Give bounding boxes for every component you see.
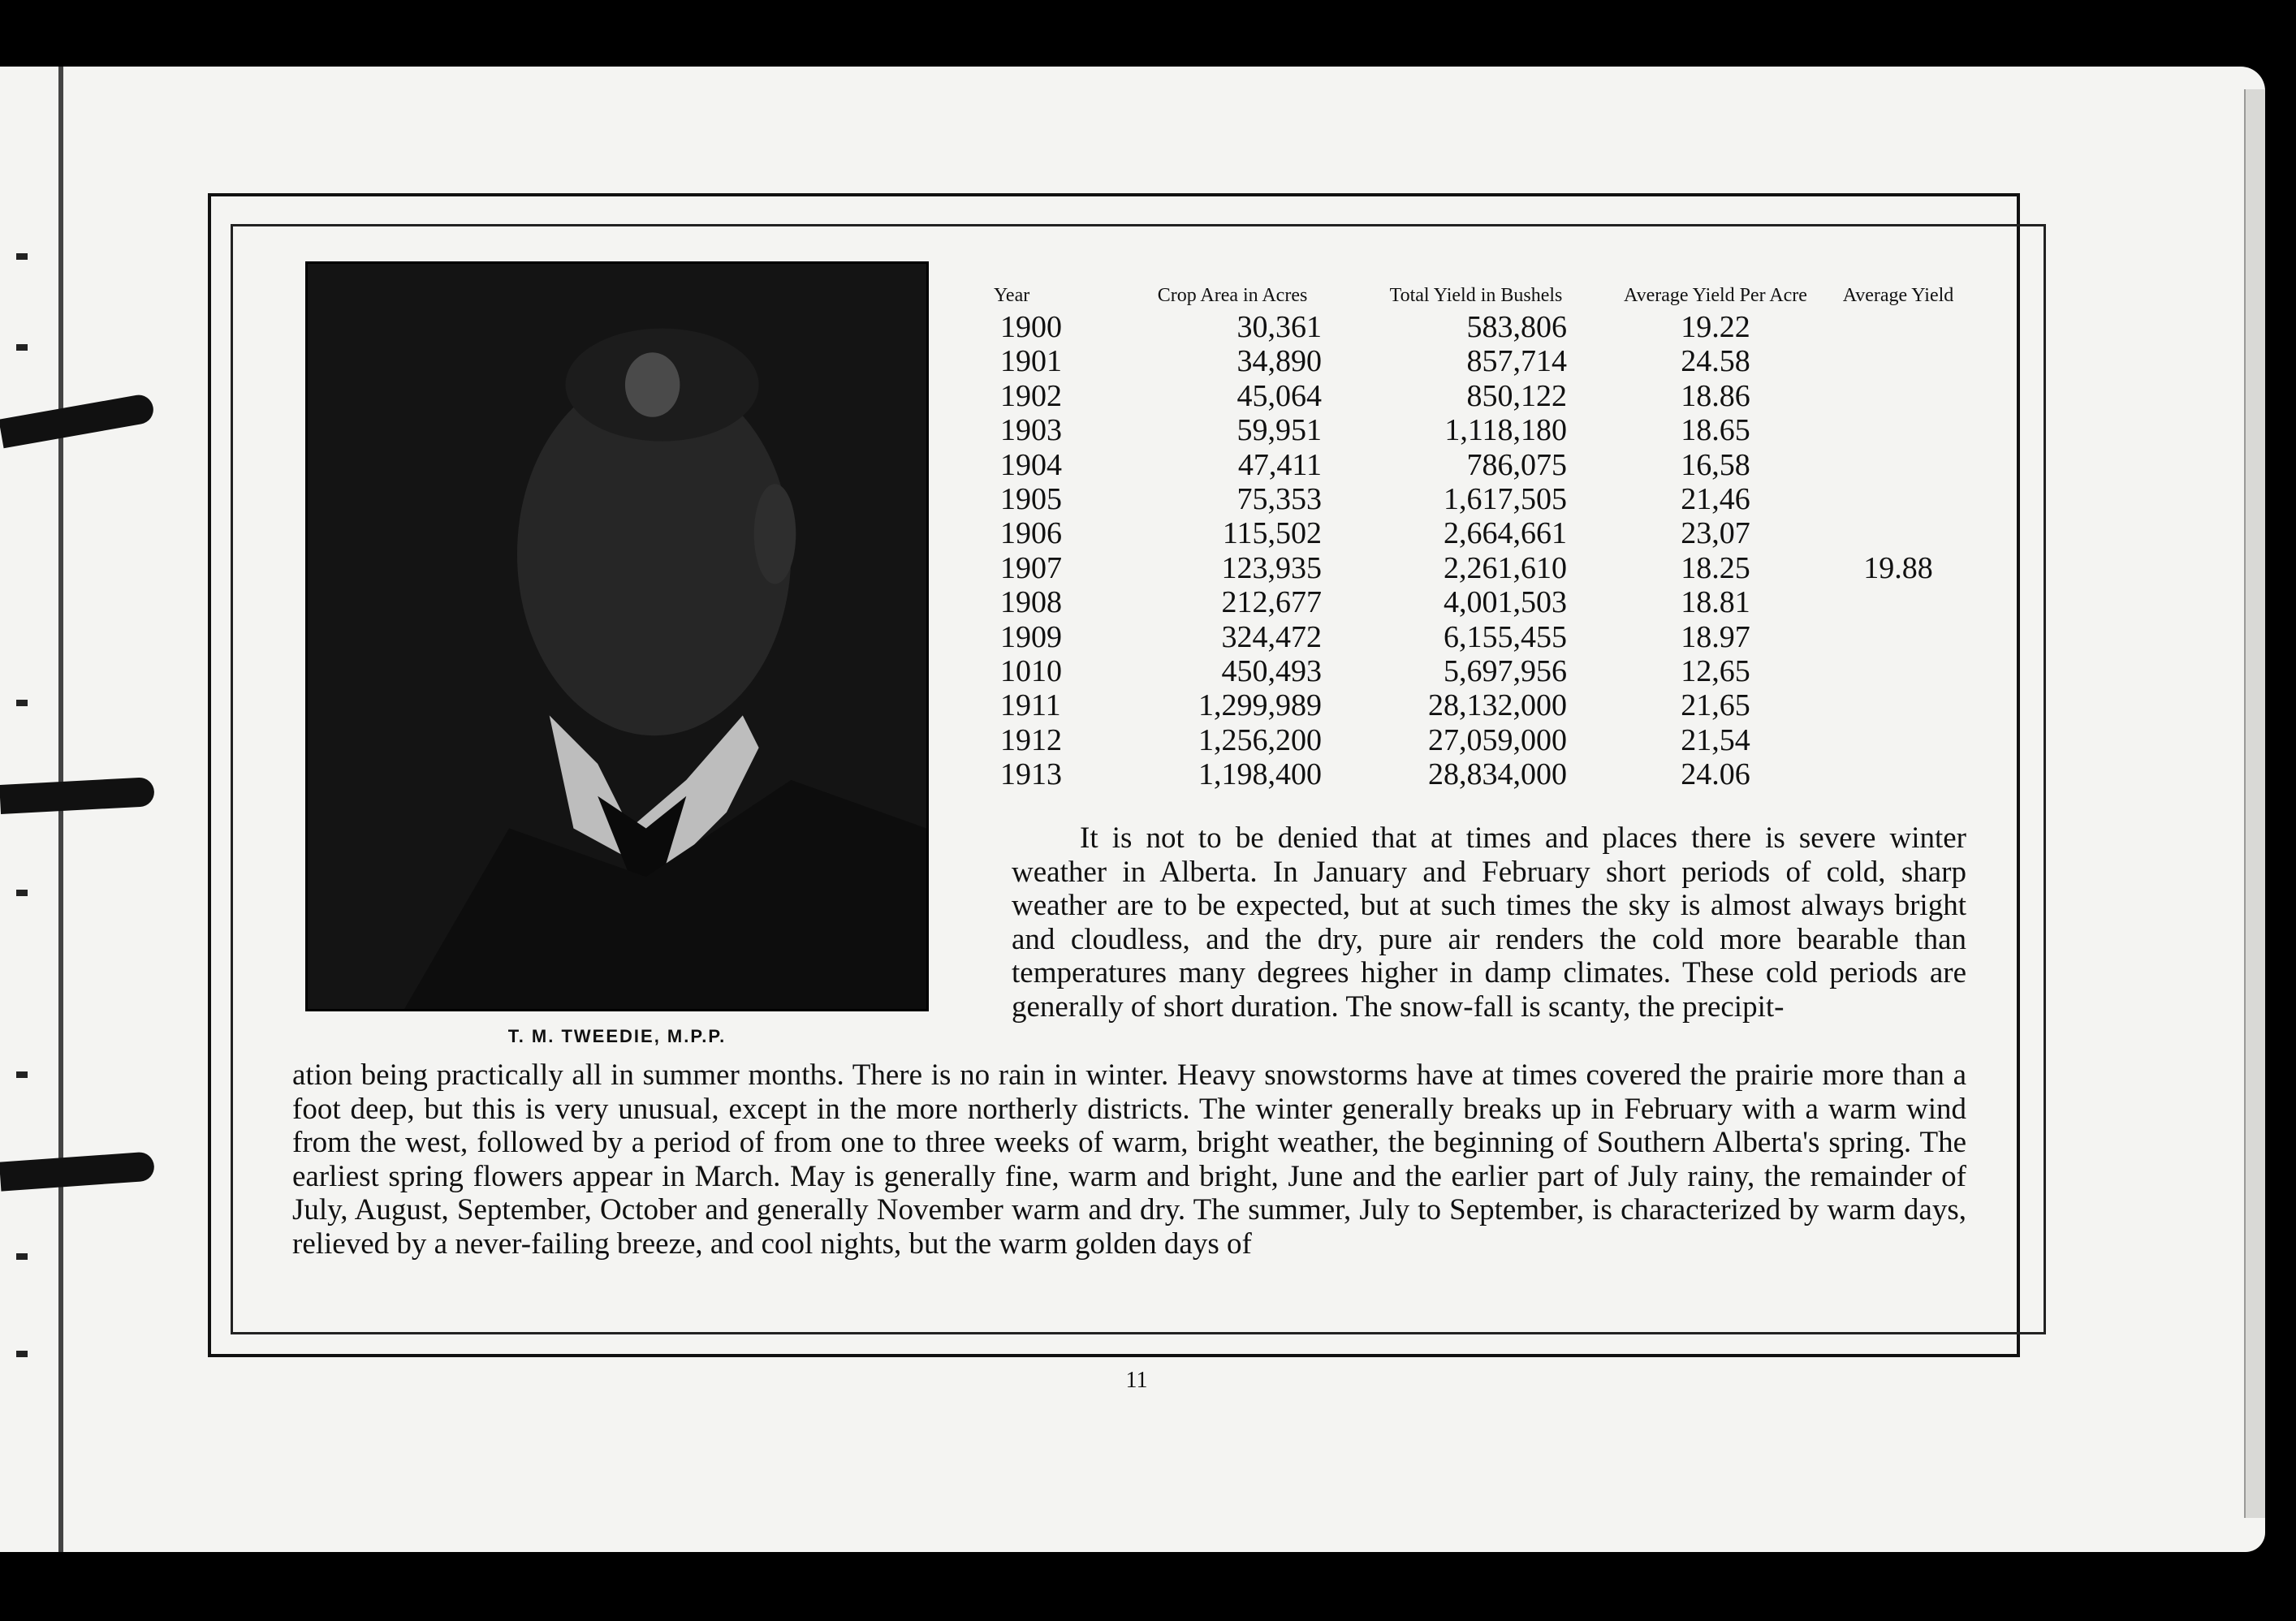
cell-average-yield	[1817, 757, 1979, 791]
cell-average-per-acre: 18.65	[1681, 413, 1750, 448]
table-row	[981, 482, 1979, 516]
cell-average-per-acre: 18.97	[1681, 619, 1750, 654]
cell-year: 1010	[1000, 654, 1062, 689]
table-row	[981, 688, 1979, 722]
cell-total-yield: 1,617,505	[1444, 482, 1567, 517]
cell-average-per-acre: 19.22	[1681, 310, 1750, 344]
cell-crop-area: 123,935	[1221, 550, 1322, 585]
cell-year: 1904	[1000, 447, 1062, 482]
cell-crop-area: 59,951	[1236, 413, 1322, 448]
cell-average-per-acre: 21,54	[1681, 722, 1750, 757]
cell-year: 1909	[1000, 619, 1062, 654]
wheat-yield-table	[981, 235, 1979, 792]
margin-mark	[16, 1253, 28, 1260]
table-row	[981, 757, 1979, 791]
cell-average-yield	[1817, 379, 1979, 413]
cell-total-yield: 786,075	[1466, 447, 1567, 482]
portrait-photo	[305, 261, 929, 1011]
table-row	[981, 654, 1979, 688]
cell-year: 1900	[1000, 310, 1062, 344]
table-row	[981, 551, 1979, 585]
cell-average-per-acre: 24.06	[1681, 757, 1750, 792]
portrait-image	[308, 264, 926, 1009]
table-row	[981, 379, 1979, 413]
cell-average-per-acre: 21,46	[1681, 482, 1750, 517]
cell-year: 1906	[1000, 516, 1062, 551]
cell-year: 1913	[1000, 757, 1062, 792]
cell-year: 1908	[1000, 585, 1062, 620]
cell-average-yield	[1817, 413, 1979, 447]
page-number: 11	[1125, 1368, 1148, 1393]
header-average-per-acre: Average Yield Per Acre	[1624, 285, 1807, 306]
table-header-row	[981, 235, 1979, 310]
cell-year: 1901	[1000, 344, 1062, 379]
cell-total-yield: 5,697,956	[1444, 654, 1567, 689]
cell-average-per-acre: 12,65	[1681, 654, 1750, 689]
cell-average-yield	[1817, 723, 1979, 757]
cell-total-yield: 6,155,455	[1444, 619, 1567, 654]
cell-average-per-acre: 18.25	[1681, 550, 1750, 585]
cell-year: 1903	[1000, 413, 1062, 448]
cell-total-yield: 2,664,661	[1444, 516, 1567, 551]
cell-average-yield	[1817, 448, 1979, 482]
cell-total-yield: 857,714	[1466, 344, 1567, 379]
margin-mark	[16, 890, 28, 896]
table-row	[981, 723, 1979, 757]
header-year: Year	[994, 285, 1030, 306]
header-average-yield: Average Yield	[1842, 285, 1954, 306]
table-row	[981, 620, 1979, 654]
header-total-yield: Total Yield in Bushels	[1389, 285, 1563, 306]
cell-total-yield: 4,001,503	[1444, 585, 1567, 620]
margin-mark	[16, 344, 28, 351]
cell-total-yield: 583,806	[1466, 310, 1567, 344]
margin-mark	[16, 1071, 28, 1078]
table-row	[981, 448, 1979, 482]
cell-crop-area: 1,299,989	[1198, 688, 1322, 723]
table-row	[981, 310, 1979, 344]
cell-crop-area: 34,890	[1236, 344, 1322, 379]
table-row	[981, 585, 1979, 619]
cell-year: 1905	[1000, 482, 1062, 517]
cell-crop-area: 30,361	[1236, 310, 1322, 344]
cell-total-yield: 28,834,000	[1428, 757, 1567, 792]
cell-average-per-acre: 21,65	[1681, 688, 1750, 723]
cell-total-yield: 1,118,180	[1444, 413, 1567, 448]
cell-total-yield: 28,132,000	[1428, 688, 1567, 723]
header-crop-area: Crop Area in Acres	[1157, 285, 1308, 306]
cell-average-yield: 19.88	[1863, 550, 1933, 585]
cell-year: 1902	[1000, 378, 1062, 413]
table-row	[981, 344, 1979, 378]
cell-crop-area: 324,472	[1221, 619, 1322, 654]
margin-mark	[16, 700, 28, 706]
cell-average-yield	[1817, 585, 1979, 619]
margin-mark	[16, 1351, 28, 1357]
cell-crop-area: 212,677	[1221, 585, 1322, 620]
cell-average-yield	[1817, 310, 1979, 344]
cell-total-yield: 27,059,000	[1428, 722, 1567, 757]
cell-average-yield	[1817, 482, 1979, 516]
cell-year: 1912	[1000, 722, 1062, 757]
cell-year: 1911	[1000, 688, 1061, 723]
body-paragraph-intro: It is not to be denied that at times and places there is severe winter weather in Alberta. In January and February short periods of cold, sharp weather are to be expected, but at such times the sky is almost always bright and cloudless, and the dry, pure air renders the cold more bearable than temperatures many degrees higher in damp climates. These cold periods are generally of short duration. The snow-fall is scanty, the precipit-	[1012, 821, 1966, 1024]
cell-average-per-acre: 16,58	[1681, 447, 1750, 482]
cell-average-per-acre: 24.58	[1681, 344, 1750, 379]
cell-year: 1907	[1000, 550, 1062, 585]
cell-crop-area: 45,064	[1236, 378, 1322, 413]
cell-crop-area: 115,502	[1222, 516, 1322, 551]
cell-average-per-acre: 18.81	[1681, 585, 1750, 620]
cell-crop-area: 75,353	[1236, 482, 1322, 517]
cell-average-per-acre: 18.86	[1681, 378, 1750, 413]
table-row	[981, 413, 1979, 447]
cell-average-yield	[1817, 688, 1979, 722]
margin-mark	[16, 253, 28, 260]
cell-crop-area: 47,411	[1237, 447, 1322, 482]
cell-average-yield	[1817, 654, 1979, 688]
table-row	[981, 516, 1979, 550]
cell-crop-area: 1,198,400	[1198, 757, 1322, 792]
cell-crop-area: 450,493	[1221, 654, 1322, 689]
cell-average-per-acre: 23,07	[1681, 516, 1750, 551]
body-paragraph-continued: ation being practically all in summer months. There is no rain in winter. Heavy snowstorms have at times covered the prairie more than a foot deep, but this is very unusual, except in the more northerly districts. The winter generally breaks up in February with a warm wind from the west, followed by a period of from one to three weeks of warm, bright weather, the beginning of Southern Alberta's spring. The earliest spring flowers appear in March. May is generally fine, warm and bright, June and the earlier part of July rainy, the remainder of July, August, September, October and generally November warm and dry. The summer, July to September, is characterized by warm days, relieved by a never-failing breeze, and cool nights, but the warm golden days of	[292, 1058, 1966, 1261]
cell-total-yield: 2,261,610	[1444, 550, 1567, 585]
page-stack-edge	[2244, 89, 2265, 1518]
cell-crop-area: 1,256,200	[1198, 722, 1322, 757]
cell-total-yield: 850,122	[1466, 378, 1567, 413]
cell-average-yield	[1817, 516, 1979, 550]
cell-average-yield	[1817, 620, 1979, 654]
cell-average-yield	[1817, 344, 1979, 378]
portrait-caption: T. M. TWEEDIE, M.P.P.	[507, 1026, 727, 1046]
